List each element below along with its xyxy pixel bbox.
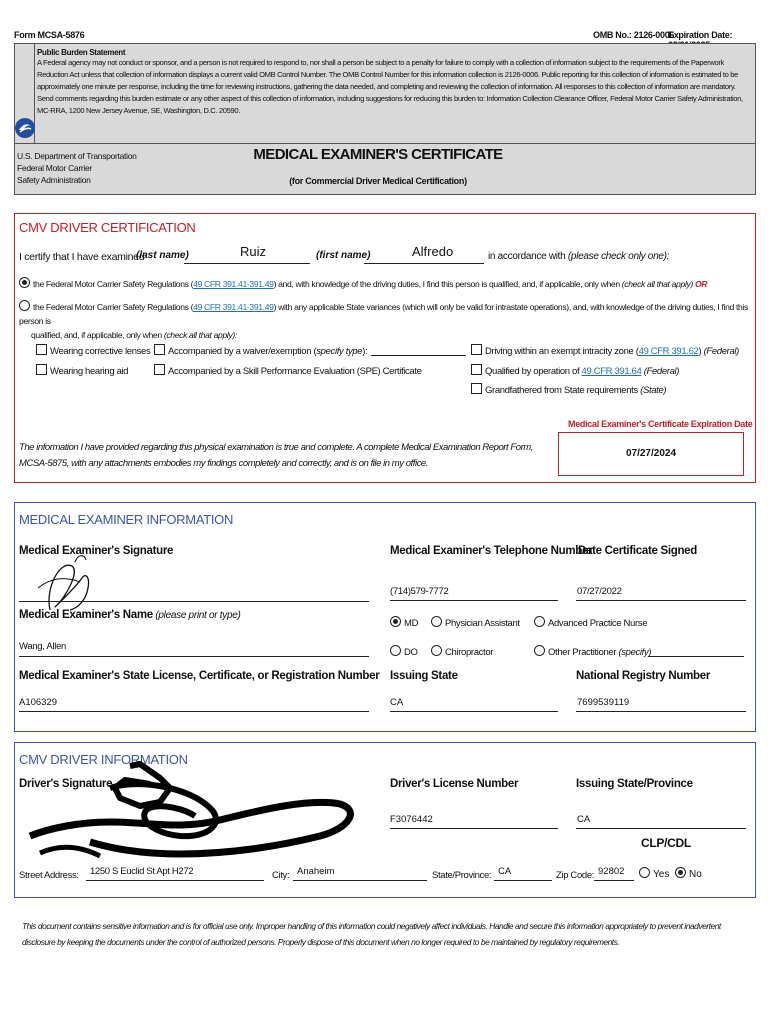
driver-signature-label: Driver's Signature — [19, 778, 113, 790]
opt1-or: OR — [694, 279, 708, 289]
do-option[interactable] — [390, 645, 418, 658]
clp-yes-radio[interactable] — [639, 867, 650, 878]
me-name-value[interactable]: Wang, Allen — [19, 641, 67, 652]
intracity-cfr-link[interactable]: 49 CFR 391.62 — [638, 346, 699, 357]
burden-title: Public Burden Statement — [37, 48, 126, 57]
driver-license-label: Driver's License Number — [390, 778, 519, 790]
driver-license-value[interactable]: F3076442 — [390, 814, 433, 825]
intracity-checkbox[interactable] — [471, 344, 482, 355]
clp-no-label: No — [689, 869, 702, 880]
cmv-cert-title: CMV DRIVER CERTIFICATION — [19, 220, 196, 235]
waiver-option[interactable] — [154, 344, 367, 357]
opt2-c: qualified, and, if applicable, only when — [31, 330, 164, 340]
opt2-a: the Federal Motor Carrier Safety Regulations ( — [33, 302, 194, 312]
first-name-label: (first name) — [316, 250, 371, 261]
waiver-c: ): — [362, 346, 368, 357]
opt2-b: ) with any applicable State variances (which will only be valid for intrastate operations), and, with knowledge of the driving duties, I find this person is — [19, 302, 748, 326]
spe-label: Accompanied by a Skill Performance Evaluation (SPE) Certificate — [168, 366, 422, 377]
me-signature-image — [20, 548, 130, 618]
apn-option[interactable] — [534, 616, 647, 629]
intracity-a: Driving within an exempt intracity zone ( — [485, 346, 639, 357]
me-name-label — [19, 609, 241, 621]
agency-name — [17, 150, 137, 186]
driver-info-title: CMV DRIVER INFORMATION — [19, 752, 188, 767]
do-label: DO — [404, 647, 418, 658]
wearing-hearing-option[interactable] — [36, 364, 128, 377]
state-province-value[interactable]: CA — [498, 866, 512, 877]
agency-line-3: Safety Administration — [17, 175, 91, 185]
clp-yes-label: Yes — [653, 869, 670, 880]
intracity-b: ) — [698, 346, 704, 357]
waiver-checkbox[interactable] — [154, 344, 165, 355]
md-label: MD — [404, 618, 419, 629]
street-value[interactable]: 1250 S Euclid St Apt H272 — [90, 866, 194, 877]
first-name-value[interactable]: Alfredo — [412, 244, 454, 259]
certification-statement: The information I have provided regarding this physical examination is true and complete. A complete Medical Examination Report Form, MCSA-5875, with any attachments embodies my findings completely and correctly, and is on file in my office. — [19, 442, 533, 469]
me-license-value[interactable]: A106329 — [19, 697, 58, 708]
grandfathered-option[interactable] — [471, 383, 666, 396]
pa-label: Physician Assistant — [445, 618, 520, 629]
me-name-hint: (please print or type) — [152, 610, 241, 621]
pa-radio[interactable] — [431, 616, 442, 627]
footer-notice: This document contains sensitive information and is for official use only. Improper handling of this information could negatively affect individuals. Handle and secure this information appropriately to prevent inadvertent disclosure by keeping the documents under the control of authorized persons. Properly dispose of this document when no longer required to be maintained by regulatory requirements. — [22, 921, 721, 947]
clp-cdl-label: CLP/CDL — [641, 836, 691, 850]
me-phone-value[interactable]: (714)579-7772 — [390, 586, 449, 597]
other-a: Other Practitioner — [548, 647, 619, 658]
dot-logo-icon — [15, 118, 35, 138]
issuing-state-value[interactable]: CA — [390, 697, 404, 708]
expiration-label: Medical Examiner's Certificate Expiration Date — [568, 419, 753, 429]
waiver-b: specify type — [316, 346, 363, 357]
omb-number: OMB No.: 2126-0006 — [593, 30, 675, 40]
waiver-type-field[interactable] — [371, 355, 466, 356]
wearing-lenses-label: Wearing corrective lenses — [50, 346, 151, 357]
option-federal[interactable] — [19, 277, 707, 289]
opt1-b: ) and, with knowledge of the driving duties, I find this person is qualified, and, if applicable, only when — [273, 279, 622, 289]
md-option[interactable] — [390, 616, 418, 629]
grandfathered-checkbox[interactable] — [471, 383, 482, 394]
qualified-a: Qualified by operation of — [485, 366, 582, 377]
wearing-lenses-option[interactable] — [36, 344, 150, 357]
street-label: Street Address: — [19, 870, 79, 881]
last-name-value[interactable]: Ruiz — [240, 244, 267, 259]
md-radio[interactable] — [390, 616, 401, 627]
expiration-date: Expiration Date: — [668, 30, 733, 40]
apn-radio[interactable] — [534, 616, 545, 627]
apn-label: Advanced Practice Nurse — [548, 618, 648, 629]
qualified-option[interactable] — [471, 364, 679, 377]
issuing-state-label: Issuing State — [390, 670, 458, 682]
registry-value[interactable]: 7699539119 — [577, 697, 630, 708]
chiro-option[interactable] — [431, 645, 493, 658]
certificate-subtitle: (for Commercial Driver Medical Certification) — [289, 176, 467, 186]
option-state[interactable] — [19, 300, 749, 342]
clp-no-radio[interactable] — [675, 867, 686, 878]
clp-yes-option[interactable] — [639, 867, 669, 880]
pa-option[interactable] — [431, 616, 520, 629]
zip-value[interactable]: 92802 — [598, 866, 625, 877]
grandfathered-b: (State) — [640, 385, 667, 396]
wearing-lenses-checkbox[interactable] — [36, 344, 47, 355]
grandfathered-a: Grandfathered from State requirements — [485, 385, 641, 396]
spe-option[interactable] — [154, 364, 422, 377]
option-federal-radio[interactable] — [19, 277, 30, 288]
spe-checkbox[interactable] — [154, 364, 165, 375]
certify-text: I certify that I have examined — [19, 251, 145, 263]
city-label: City: — [272, 870, 290, 881]
other-specify-field[interactable] — [648, 656, 744, 657]
intracity-c: (Federal) — [703, 346, 739, 357]
accordance-b: (please check only one): — [567, 251, 670, 262]
opt2-cfr-link[interactable]: 49 CFR 391.41-391.49 — [193, 302, 274, 312]
driver-signature-image — [20, 758, 370, 866]
clp-no-option[interactable] — [675, 867, 702, 880]
expiration-date-value[interactable]: 07/27/2024 — [625, 448, 677, 459]
chiro-radio[interactable] — [431, 645, 442, 656]
me-license-label: Medical Examiner's State License, Certificate, or Registration Number — [19, 670, 380, 682]
option-state-radio[interactable] — [19, 300, 30, 311]
state-province-label: State/Province: — [432, 870, 492, 881]
other-b: (specify) — [618, 647, 652, 658]
agency-line-1: U.S. Department of Transportation — [17, 151, 137, 161]
me-phone-label: Medical Examiner's Telephone Number — [390, 545, 593, 557]
zip-label: Zip Code: — [556, 870, 595, 881]
driver-state-value[interactable]: CA — [577, 814, 591, 825]
opt1-c: (check all that apply) — [621, 279, 693, 289]
burden-statement — [37, 48, 753, 140]
certificate-title: MEDICAL EXAMINER'S CERTIFICATE — [253, 146, 503, 163]
agency-line-2: Federal Motor Carrier — [17, 163, 92, 173]
qualified-checkbox[interactable] — [471, 364, 482, 375]
accordance-text — [488, 251, 669, 262]
qualified-c: (Federal) — [643, 366, 680, 377]
me-signature-label: Medical Examiner's Signature — [19, 545, 174, 557]
registry-label: National Registry Number — [576, 670, 711, 682]
driver-state-label: Issuing State/Province — [576, 778, 693, 790]
chiro-label: Chiropractor — [445, 647, 494, 658]
other-radio[interactable] — [534, 645, 545, 656]
last-name-label: (last name) — [136, 250, 189, 261]
date-signed-value[interactable]: 07/27/2022 — [577, 586, 622, 597]
opt1-a: the Federal Motor Carrier Safety Regulations ( — [33, 279, 194, 289]
wearing-hearing-label: Wearing hearing aid — [50, 366, 129, 377]
burden-text: A Federal agency may not conduct or sponsor, and a person is not required to respond to, nor shall a person be subject to a penalty for failure to comply with a collection of information subject to the requirements of the Paperwork Reduction Act unless that collection of information displays a current valid OMB Control Number. The OMB Control Number for this information collection is 2126-0006. Public reporting for this collection of information is estimated to be approximately one minute per response, including the time for reviewing instructions, gathering the data needed, and completing and reviewing the collection of information. All responses to this collection of information are mandatory. Send comments regarding this burden estimate or any other aspect of this collection of information, including suggestions for reducing this burden to: Information Collection Clearance Officer, Federal Motor Carrier Safety Administration, MC-RRA, 1200 New Jersey Avenue, SE, Washington, D.C. 20590. — [37, 58, 743, 115]
date-signed-label: Date Certificate Signed — [578, 545, 697, 557]
me-info-title: MEDICAL EXAMINER INFORMATION — [19, 512, 234, 527]
qualified-cfr-link[interactable]: 49 CFR 391.64 — [581, 366, 642, 377]
opt1-cfr-link[interactable]: 49 CFR 391.41-391.49 — [193, 279, 274, 289]
intracity-option[interactable] — [471, 344, 739, 357]
other-option[interactable] — [534, 645, 651, 658]
do-radio[interactable] — [390, 645, 401, 656]
waiver-a: Accompanied by a waiver/exemption ( — [168, 346, 317, 357]
form-id: Form MCSA-5876 — [14, 30, 85, 40]
city-value[interactable]: Anaheim — [297, 866, 335, 877]
wearing-hearing-checkbox[interactable] — [36, 364, 47, 375]
accordance-a: in accordance with — [488, 251, 568, 262]
opt2-d: (check all that apply): — [163, 330, 237, 340]
me-name-label-text: Medical Examiner's Name — [19, 609, 153, 621]
